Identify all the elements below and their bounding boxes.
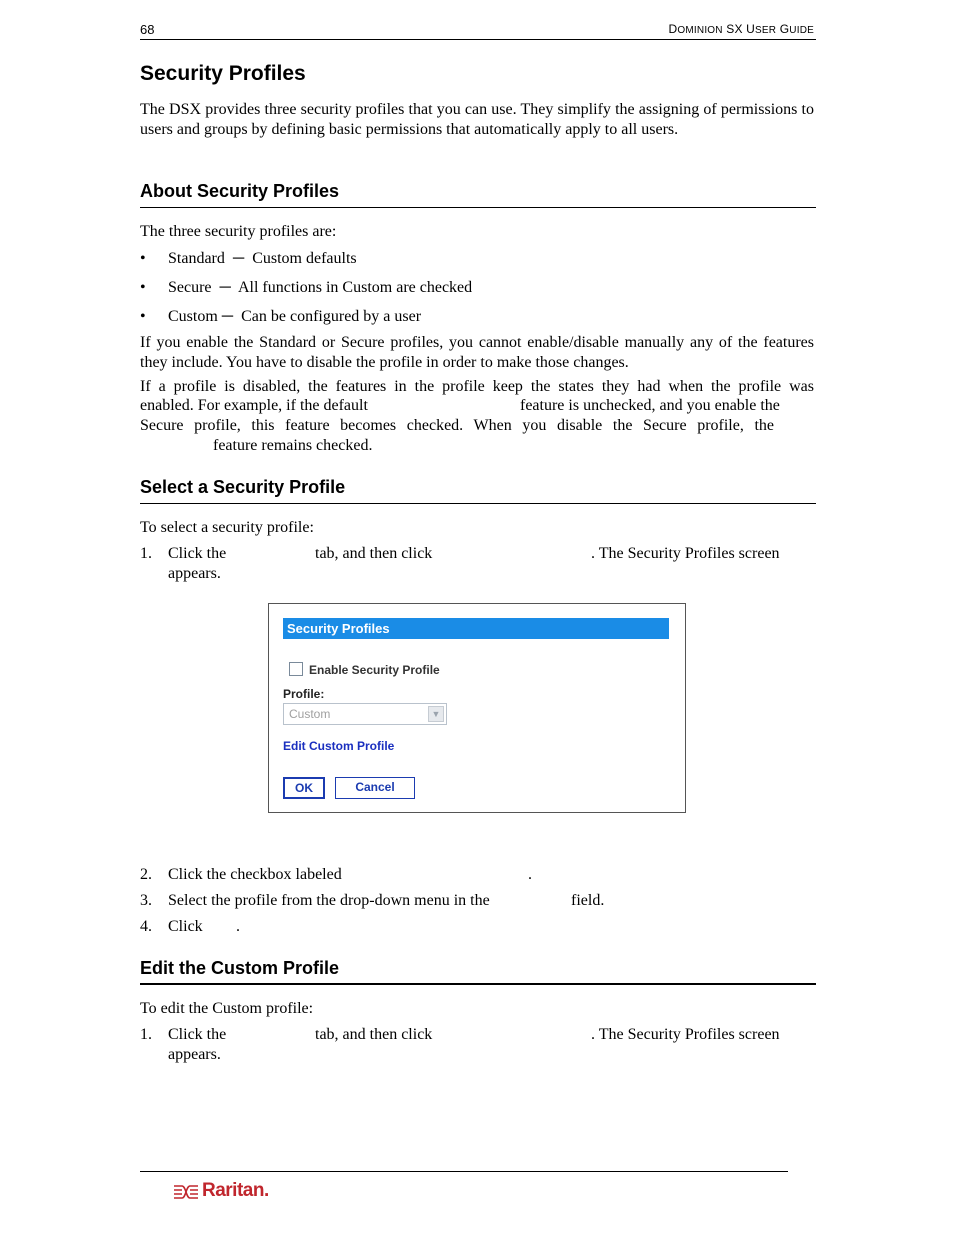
select-heading: Select a Security Profile xyxy=(140,477,346,497)
ok-button[interactable]: OK xyxy=(283,777,325,799)
profile-label: Profile: xyxy=(283,687,325,701)
list-item: • Standard ─ Custom defaults xyxy=(140,250,357,267)
dialog-title: Security Profiles xyxy=(283,618,669,639)
list-item: • Custom ─ Can be configured by a user xyxy=(140,308,422,325)
security-profiles-screenshot xyxy=(268,603,686,813)
footer-rule xyxy=(140,1171,788,1172)
edit-rule xyxy=(140,983,816,985)
page-number: 68 xyxy=(140,22,155,37)
select-lead: To select a security profile: xyxy=(140,519,314,536)
about-lead: The three security profiles are: xyxy=(140,223,337,240)
enable-security-profile-checkbox[interactable] xyxy=(289,662,303,676)
list-item: • Secure ─ All functions in Custom are checked xyxy=(140,279,473,296)
step-item: 1. Click the tab, and then click . The Security Profiles screen appears. xyxy=(140,1026,780,1063)
edit-custom-profile-link[interactable]: Edit Custom Profile xyxy=(283,739,395,753)
about-heading: About Security Profiles xyxy=(140,181,340,201)
chevron-down-icon[interactable]: ▼ xyxy=(428,706,444,722)
about-paragraph-2-line: enabled. For example, if the default feature is unchecked, and you enable the xyxy=(140,397,780,414)
about-paragraph-1: If you enable the Standard or Secure profiles, you cannot enable/disable manually any of the features they include. You have to disable the profile in order to make those changes. xyxy=(140,334,814,371)
edit-heading: Edit the Custom Profile xyxy=(140,958,340,978)
raritan-logo-icon xyxy=(172,1182,200,1202)
header-rule xyxy=(140,39,816,40)
checkbox-label: Enable Security Profile xyxy=(309,663,440,677)
about-paragraph-2-line: If a profile is disabled, the features in the profile keep the states they had when the profile was xyxy=(140,378,814,395)
step-item: 1. Click the tab, and then click . The Security Profiles screen appears. xyxy=(140,545,780,582)
page-title: Security Profiles xyxy=(140,62,306,85)
edit-lead: To edit the Custom profile: xyxy=(140,1000,314,1017)
profile-select-value: Custom xyxy=(289,707,331,721)
about-paragraph-2-line: feature remains checked. xyxy=(213,437,373,454)
intro-paragraph: The DSX provides three security profiles that you can use. They simplify the assigning of permissions to users and groups by defining basic permissions that automatically apply to all users. xyxy=(140,101,814,138)
about-paragraph-2-line: Secure profile, this feature becomes checked. When you disable the Secure profile, the xyxy=(140,417,774,434)
guide-title: DOMINION SX USER GUIDE xyxy=(668,22,814,36)
cancel-button[interactable]: Cancel xyxy=(335,777,415,799)
profile-select[interactable] xyxy=(283,703,447,725)
about-rule xyxy=(140,207,816,208)
select-rule xyxy=(140,503,816,504)
raritan-logo-text: Raritan. xyxy=(202,1180,269,1201)
